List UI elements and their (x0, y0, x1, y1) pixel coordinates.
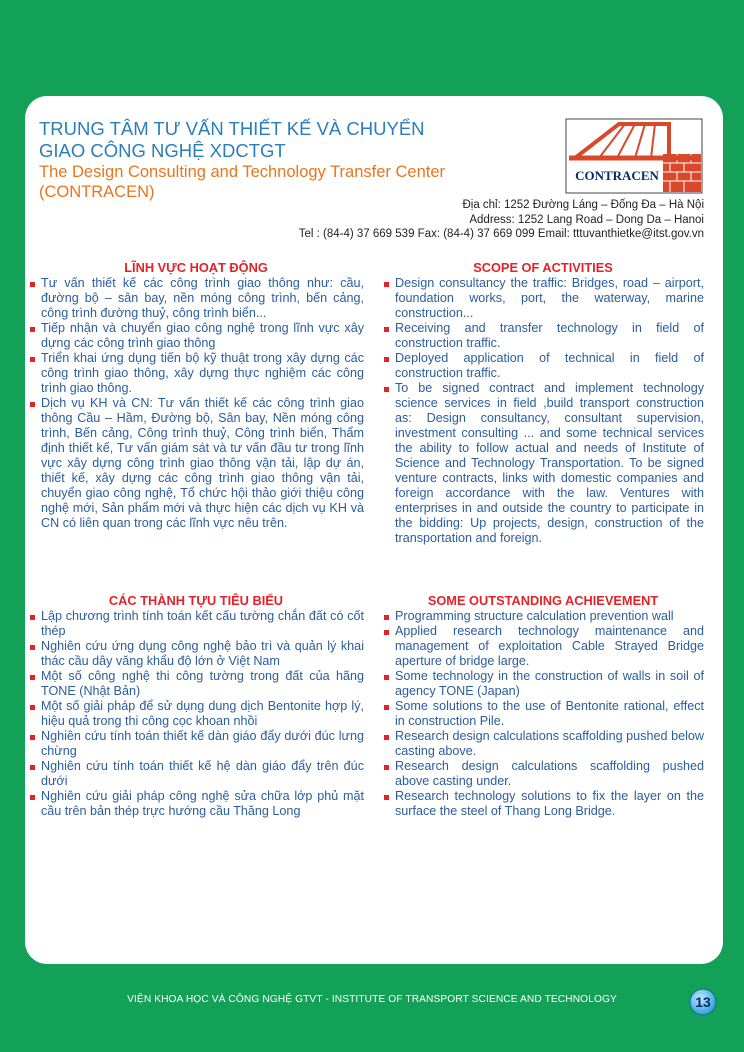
title-english: The Design Consulting and Technology Transfer Center (CONTRACEN) (39, 163, 446, 201)
list-item: Some solutions to the use of Bentonite rational, effect in construction Pile. (382, 699, 704, 729)
activities-english-heading: SCOPE OF ACTIVITIES (473, 260, 613, 275)
list-item: Triển khai ứng dụng tiến bộ kỹ thuật trong xây dựng các công trình giao thông, xây dựng thực nghiệm các công trình giao thông. (28, 351, 364, 396)
list-item: Lập chương trình tính toán kết cấu tường chắn đất có cốt thép (28, 609, 364, 639)
logo-text: CONTRACEN (575, 168, 659, 183)
list-item: Nghiên cứu tính toán thiết kế hệ dàn giáo đẩy trên đúc dưới (28, 759, 364, 789)
contact-phone-email: Tel : (84-4) 37 669 539 Fax: (84-4) 37 669 099 Email: tttuvanthietke@itst.gov.vn (298, 228, 704, 240)
list-item: Một số công nghệ thi công tường trong đất của hãng TONE (Nhật Bản) (28, 669, 364, 699)
list-item: Một số giải pháp để sử dụng dung dịch Bentonite hợp lý, hiệu quả trong thi công cọc khoan nhồi (28, 699, 364, 729)
contact-block (184, 198, 704, 242)
activities-vietnamese-section (28, 260, 364, 531)
achievements-english-section (382, 593, 704, 819)
list-item: Tiếp nhận và chuyển giao công nghệ trong lĩnh vực xây dựng các công trình giao thông (28, 321, 364, 351)
contracen-logo (565, 118, 703, 194)
list-item: Deployed application of technical in field of construction traffic. (382, 351, 704, 381)
list-item: Nghiên cứu giải pháp công nghệ sửa chữa lớp phủ mặt cầu trên bản thép trực hướng cầu Thăng Long (28, 789, 364, 819)
list-item: Nghiên cứu ứng dụng công nghệ bảo trì và quản lý khai thác cầu dây văng khẩu độ lớn ở Việt Nam (28, 639, 364, 669)
list-item: Nghiên cứu tính toán thiết kế dàn giáo đẩy dưới đúc lưng chừng (28, 729, 364, 759)
achievements-vietnamese-section (28, 593, 364, 819)
footer-institute-name: VIỆN KHOA HỌC VÀ CÔNG NGHỆ GTVT - INSTITUTE OF TRANSPORT SCIENCE AND TECHNOLOGY (127, 994, 617, 1005)
list-item: Research design calculations scaffolding pushed below casting above. (382, 729, 704, 759)
page-number: 13 (695, 994, 711, 1010)
list-item: Dịch vụ KH và CN: Tư vấn thiết kế các công trình giao thông Cầu – Hầm, Đường bộ, Sân bay, Nền móng công trình, Bến cảng, Công trình thuỷ, Công trình biển, Thẩm định thiết kế, Tư vấn giám sát và tư vấn đầu tư trong lĩnh vực xây dựng công trình giao thông vận tải, lập dự án, thiết kế, xây dựng các công trình giao thông vận tải, chuyển giao công nghệ, Tổ chức hội thảo giới thiệu công nghệ mới, Sản phẩm mới và thực hiện các dịch vụ KH và CN có liên quan trong các lĩnh vực nêu trên. (28, 396, 364, 531)
address-vietnamese: Địa chỉ: 1252 Đường Láng – Đống Đa – Hà Nội (462, 199, 704, 211)
title-vietnamese: TRUNG TÂM TƯ VẤN THIẾT KẾ VÀ CHUYỂN GIAO CÔNG NGHỆ XDCTGT (39, 118, 425, 161)
address-english: Address: 1252 Lang Road – Dong Da – Hanoi (469, 213, 704, 226)
achievements-vietnamese-heading: CÁC THÀNH TỰU TIÊU BIỂU (108, 593, 284, 608)
list-item: Some technology in the construction of walls in soil of agency TONE (Japan) (382, 669, 704, 699)
list-item: Design consultancy the traffic: Bridges, road – airport, foundation works, port, the waterway, marine construction... (382, 276, 704, 321)
list-item: Applied research technology maintenance and management of exploitation Cable Strayed Bridge aperture of bridge large. (382, 624, 704, 669)
list-item: Programming structure calculation prevention wall (382, 609, 704, 624)
list-item: Research design calculations scaffolding pushed above casting under. (382, 759, 704, 789)
activities-english-section (382, 260, 704, 546)
list-item: To be signed contract and implement technology science services in field ,build transport construction as: Design consultancy, consultant supervision, investment consulting ... and some technical services the ability to follow actual and needs of Institute of Science and Technology Transportation. To be signed venture contracts, links with domestic companies and foreign accordance with the law. Ventures with enterprises in and outside the country to participate in the bidding: Up projects, design, construction of the transportation and foreign. (382, 381, 704, 546)
list-item: Research technology solutions to fix the layer on the surface the steel of Thang Long Bridge. (382, 789, 704, 819)
list-item: Receiving and transfer technology in field of construction traffic. (382, 321, 704, 351)
achievements-english-heading: SOME OUTSTANDING ACHIEVEMENT (427, 593, 659, 608)
page-number-badge (688, 987, 718, 1017)
list-item: Tư vấn thiết kế các công trình giao thông như: cầu, đường bộ – sân bay, nền móng công trình, bến cảng, công trình đường thuỷ, công trình biển... (28, 276, 364, 321)
activities-vietnamese-heading: LĨNH VỰC HOẠT ĐỘNG (124, 260, 268, 275)
